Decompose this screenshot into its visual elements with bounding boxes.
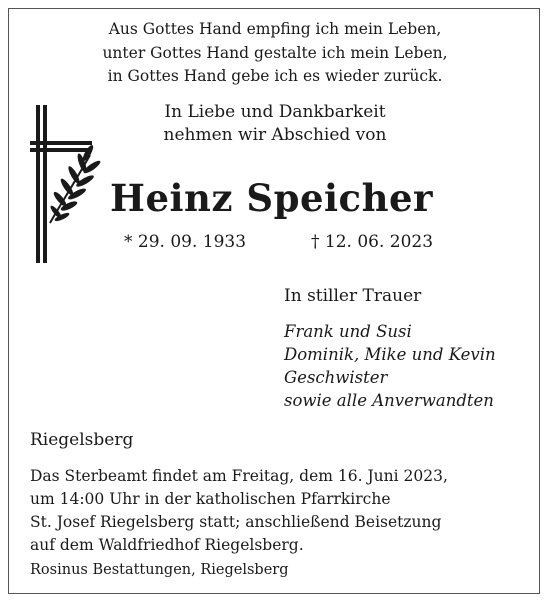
mourner-line: Dominik, Mike und Kevin [284,345,496,364]
service-line: St. Josef Riegelsberg statt; anschließend Beisetzung [30,513,442,531]
cross-with-palm-branch-icon [30,105,105,265]
service-line: Das Sterbeamt findet am Freitag, dem 16. Juni 2023, [30,467,448,485]
mourning-heading: In stiller Trauer [284,286,422,306]
service-line: auf dem Waldfriedhof Riegelsberg. [30,536,304,554]
bible-verse [0,18,550,89]
intro-line: In Liebe und Dankbarkeit [164,102,386,122]
mourner-line: Geschwister [284,368,388,387]
service-details [30,465,448,557]
verse-line: in Gottes Hand gebe ich es wieder zurück. [107,67,443,85]
undertaker: Rosinus Bestattungen, Riegelsberg [30,562,289,578]
verse-line: Aus Gottes Hand empfing ich mein Leben, [108,20,442,38]
place-name: Riegelsberg [30,430,134,450]
death-date: † 12. 06. 2023 [311,232,434,252]
deceased-name: Heinz Speicher [110,176,433,220]
verse-line: unter Gottes Hand gestalte ich mein Leben, [102,43,448,62]
intro-line: nehmen wir Abschied von [163,125,387,145]
mourners-list [284,320,496,412]
birth-date: * 29. 09. 1933 [124,232,247,252]
mourner-line: sowie alle Anverwandten [284,391,494,410]
service-line: um 14:00 Uhr in der katholischen Pfarrkirche [30,490,391,508]
intro-text [100,101,450,147]
mourner-line: Frank und Susi [284,322,412,341]
